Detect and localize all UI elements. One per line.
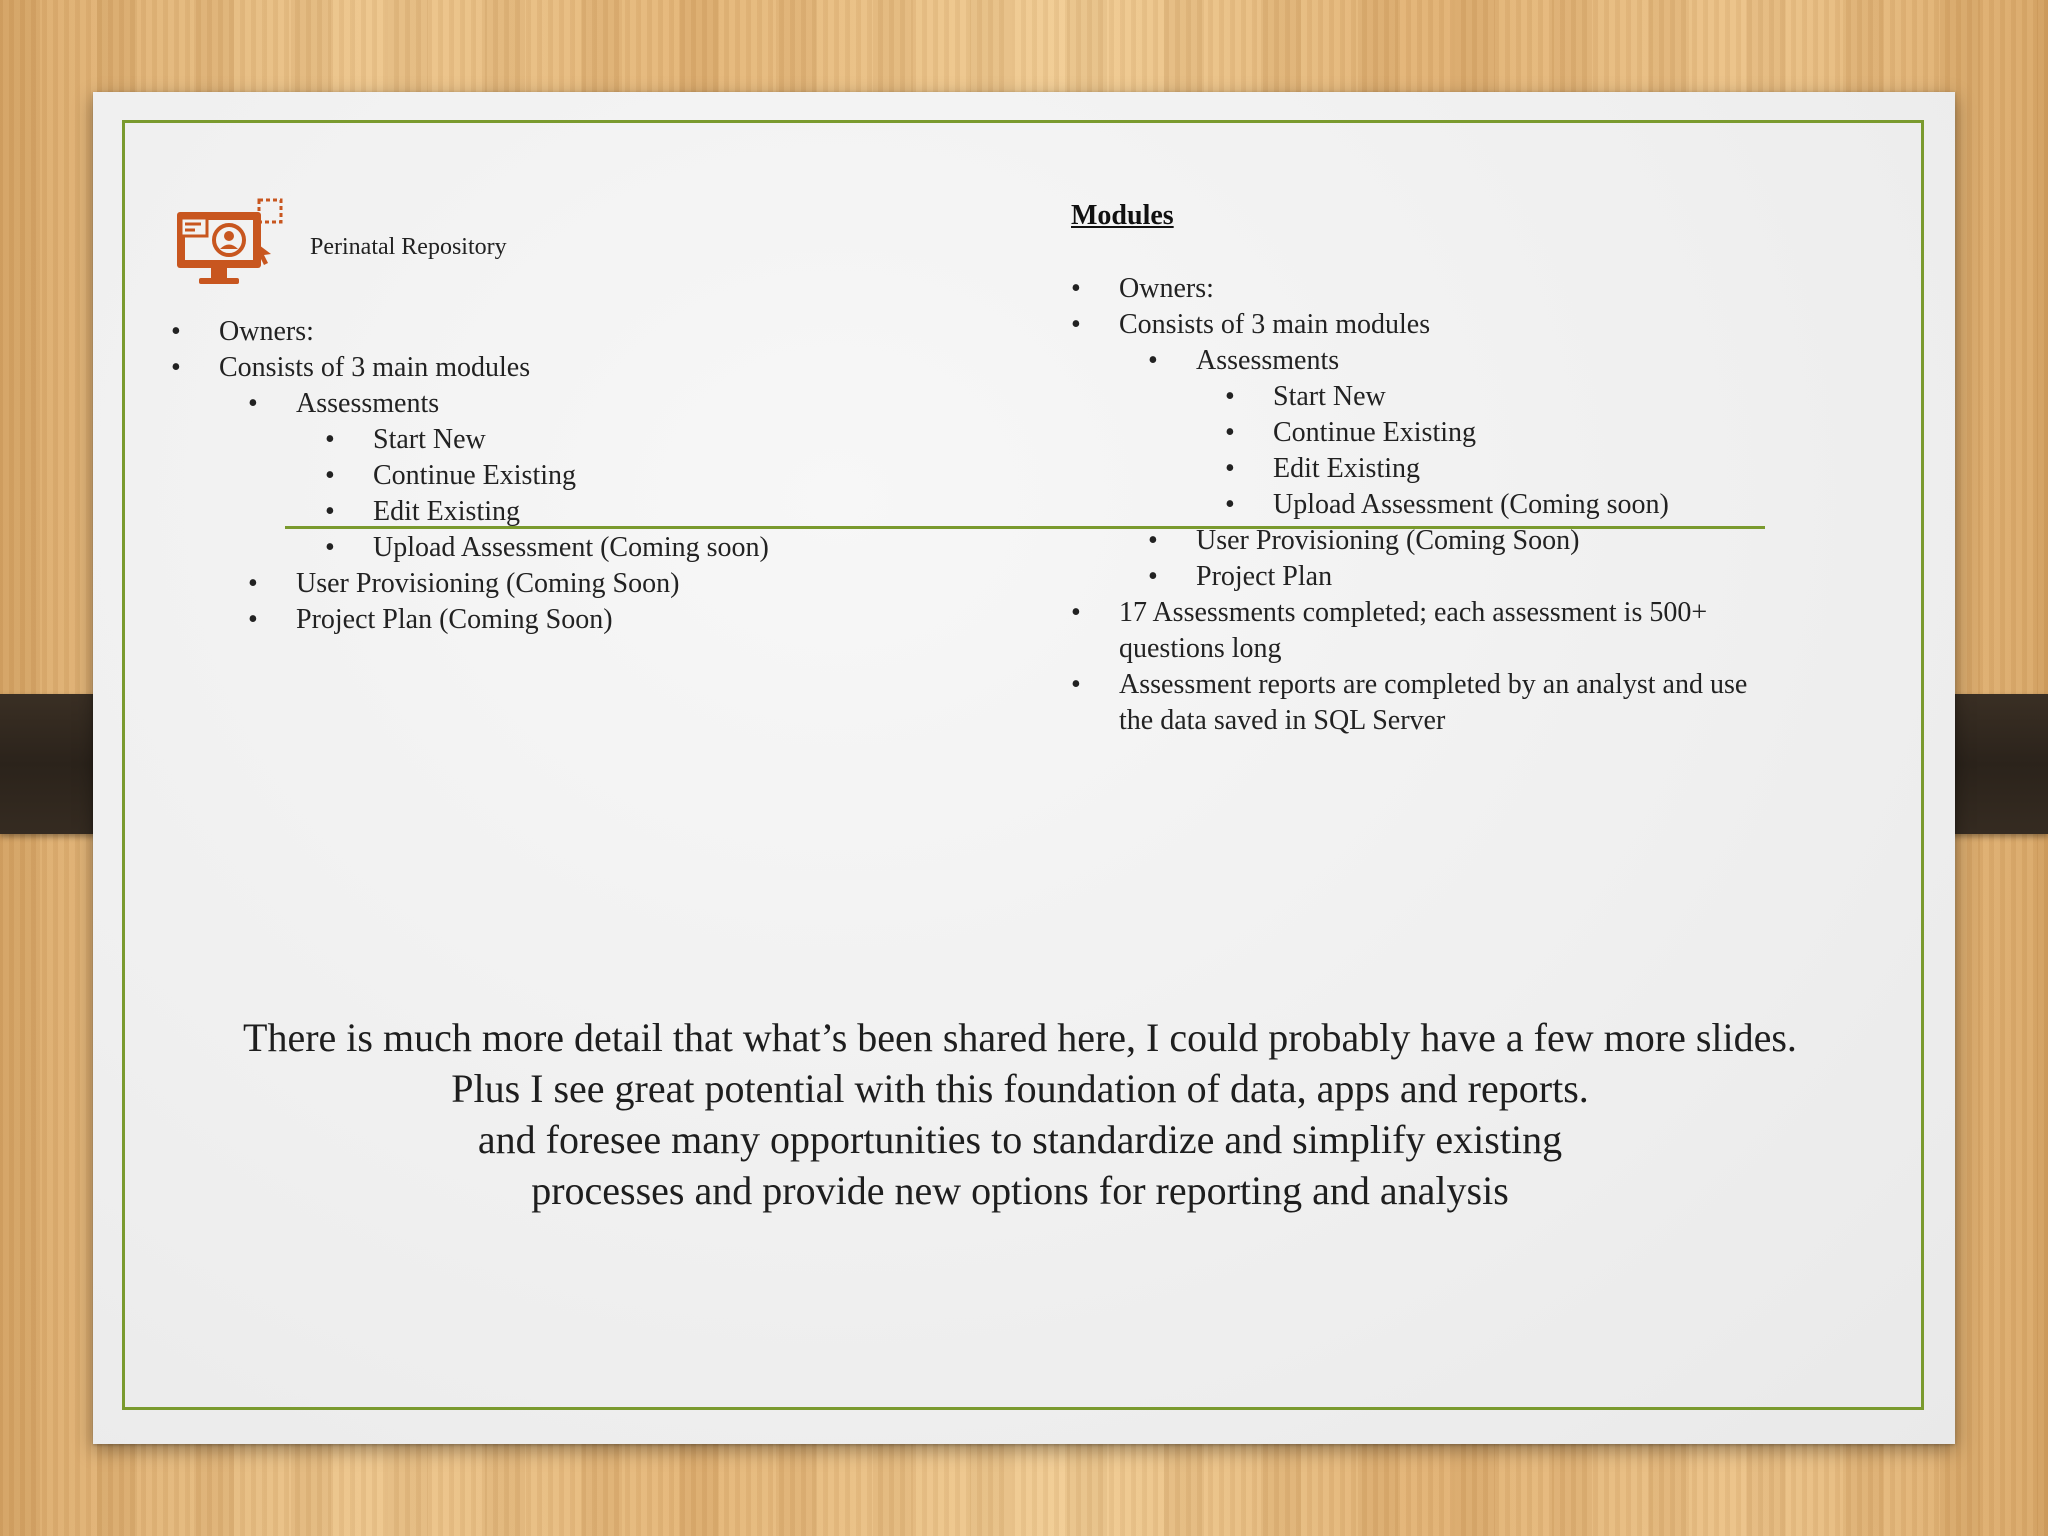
closing-statement (140, 1012, 1900, 1216)
list-item-owners: • Owners: (219, 314, 314, 350)
monitor-user-icon (175, 196, 287, 292)
closing-line-4: processes and provide new options for reporting and analysis (531, 1168, 1509, 1213)
list-item-owners: • Owners: (1119, 271, 1214, 307)
list-item-user-provisioning: • User Provisioning (Coming Soon) (1196, 523, 1579, 559)
list-item-project-plan: • Project Plan (1196, 559, 1332, 595)
slide-frame-border (122, 120, 1924, 1410)
list-item-project-plan: • Project Plan (Coming Soon) (296, 602, 613, 638)
list-item-assessments: • Assessments (296, 386, 439, 422)
modules-heading: Modules (1071, 200, 1174, 231)
list-item-assessments: • Assessments (1196, 343, 1339, 379)
list-item-upload-assessment: • Upload Assessment (Coming soon) (1273, 487, 1669, 523)
list-item-consists: • Consists of 3 main modules (219, 350, 530, 386)
closing-line-2: Plus I see great potential with this foundation of data, apps and reports. (451, 1066, 1589, 1111)
list-item-start-new: • Start New (1273, 379, 1386, 415)
list-item-continue-existing: • Continue Existing (373, 458, 576, 494)
closing-line-1: There is much more detail that what’s been shared here, I could probably have a few more slides. (243, 1015, 1797, 1060)
list-item-edit-existing: • Edit Existing (1273, 451, 1420, 487)
list-item-continue-existing: • Continue Existing (1273, 415, 1476, 451)
list-item-edit-existing: • Edit Existing (373, 494, 520, 530)
list-item-start-new: • Start New (373, 422, 486, 458)
list-item-user-provisioning: • User Provisioning (Coming Soon) (296, 566, 679, 602)
list-item-assessments-completed: • 17 Assessments completed; each assessment is 500+ questions long (1119, 595, 1759, 667)
list-item-consists: • Consists of 3 main modules (1119, 307, 1430, 343)
list-item-assessment-reports: • Assessment reports are completed by an analyst and use the data saved in SQL Server (1119, 667, 1759, 739)
closing-line-3: and foresee many opportunities to standardize and simplify existing (477, 1117, 1563, 1162)
list-item-upload-assessment: • Upload Assessment (Coming soon) (373, 530, 769, 566)
logo-label: Perinatal Repository (310, 234, 507, 260)
